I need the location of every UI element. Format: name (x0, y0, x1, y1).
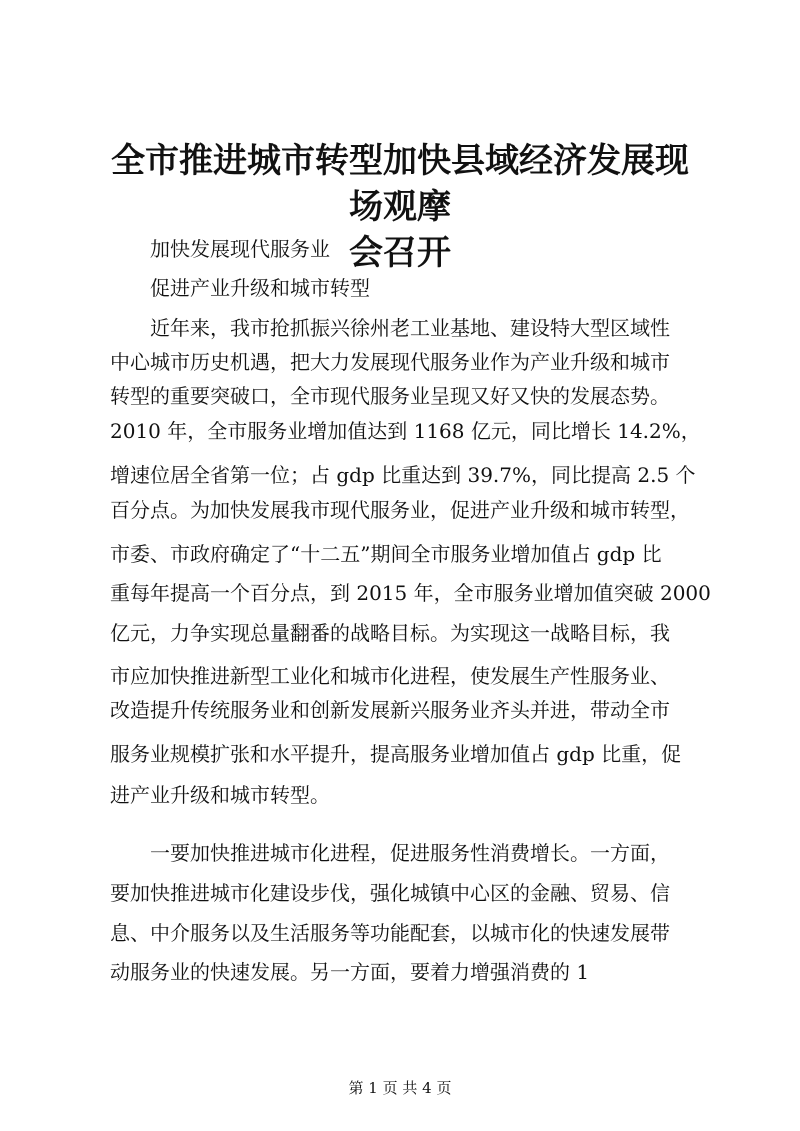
page-number-footer: 第 1 页 共 4 页 (348, 1079, 452, 1097)
paragraph-1-line: 2010 年，全市服务业增加值达到 1168 亿元，同比增长 14.2%， (110, 419, 701, 443)
paragraph-1-line: 服务业规模扩张和水平提升，提高服务业增加值占 gdp 比重，促 (110, 742, 682, 766)
paragraph-1-line: 转型的重要突破口，全市现代服务业呈现又好又快的发展态势。 (110, 384, 670, 408)
subheading-2: 促进产业升级和城市转型 (150, 276, 370, 300)
title-line-2: 会召开 (349, 233, 451, 273)
title-line-1: 全市推进城市转型加快县域经济发展现场观摩 (111, 141, 689, 227)
paragraph-1-line: 重每年提高一个百分点，到 2015 年，全市服务业增加值突破 2000 (110, 581, 711, 605)
paragraph-1-line: 市委、市政府确定了“十二五”期间全市服务业增加值占 gdp 比 (110, 542, 662, 566)
paragraph-1-line: 进产业升级和城市转型。 (110, 783, 330, 807)
paragraph-1-line: 改造提升传统服务业和创新发展新兴服务业齐头并进，带动全市 (110, 698, 670, 722)
paragraph-1-line: 中心城市历史机遇，把大力发展现代服务业作为产业升级和城市 (110, 350, 670, 374)
paragraph-2-line: 一要加快推进城市化进程，促进服务性消费增长。一方面， (150, 841, 670, 865)
paragraph-1-line: 增速位居全省第一位；占 gdp 比重达到 39.7%，同比提高 2.5 个 (110, 463, 696, 487)
paragraph-1-line: 百分点。为加快发展我市现代服务业，促进产业升级和城市转型， (110, 498, 690, 522)
paragraph-2-line: 动服务业的快速发展。另一方面，要着力增强消费的 1 (110, 960, 590, 984)
paragraph-1-line: 近年来，我市抢抓振兴徐州老工业基地、建设特大型区域性 (150, 316, 670, 340)
paragraph-1-line: 市应加快推进新型工业化和城市化进程，使发展生产性服务业、 (110, 664, 670, 688)
subheading-1: 加快发展现代服务业 (150, 237, 330, 261)
paragraph-2-line: 要加快推进城市化建设步伐，强化城镇中心区的金融、贸易、信 (110, 881, 670, 905)
paragraph-1-line: 亿元，力争实现总量翻番的战略目标。为实现这一战略目标，我 (110, 621, 670, 645)
paragraph-2-line: 息、中介服务以及生活服务等功能配套，以城市化的快速发展带 (110, 921, 670, 945)
